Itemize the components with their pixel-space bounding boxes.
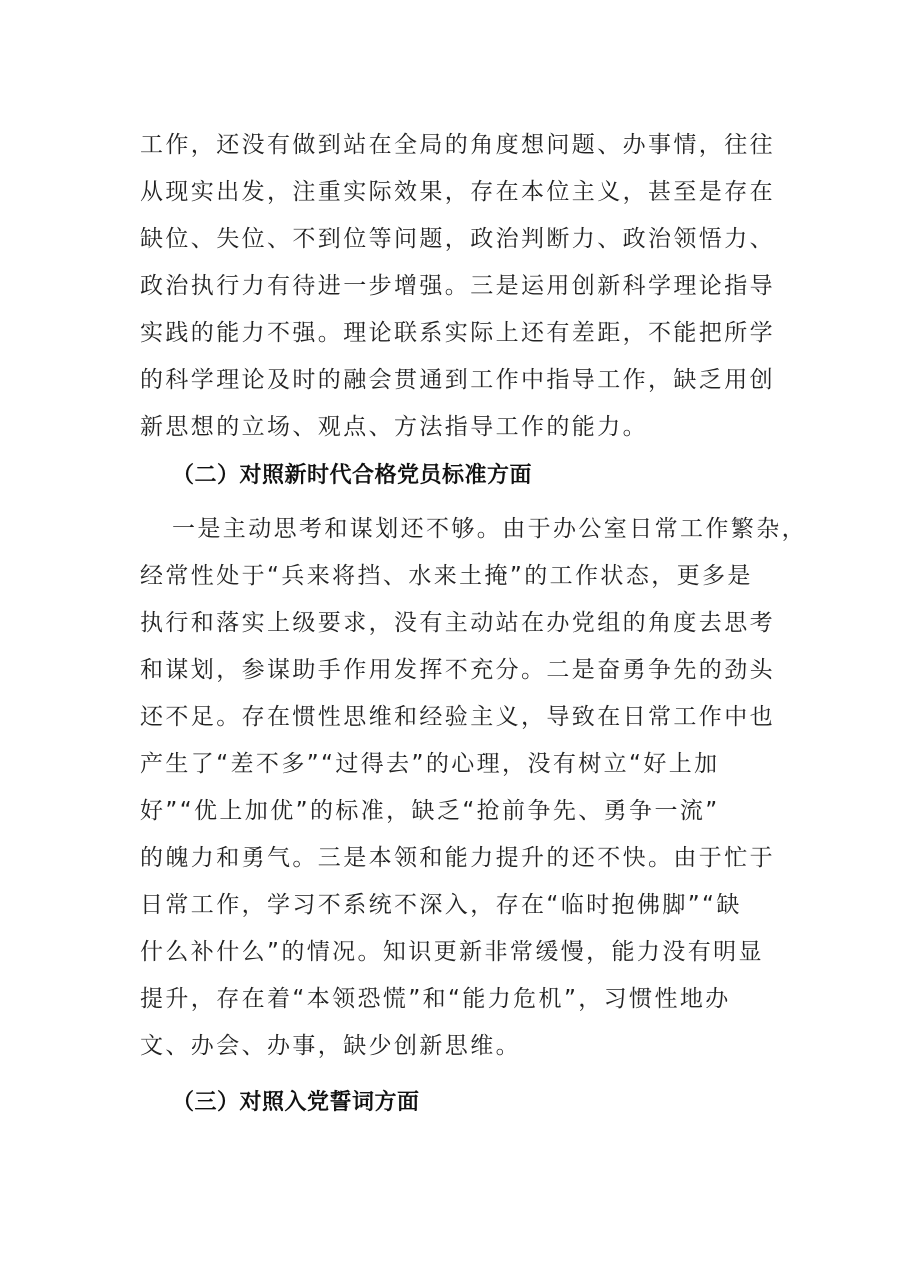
paragraph-line: 执行和落实上级要求，没有主动站在办党组的角度去思考 bbox=[140, 610, 775, 636]
paragraph-line: 日常工作，学习不系统不深入，存在“临时抱佛脚”“缺 bbox=[140, 892, 742, 918]
paragraph-line: 和谋划，参谋助手作用发挥不充分。二是奋勇争先的劲头 bbox=[140, 657, 775, 683]
paragraph-line: 工作，还没有做到站在全局的角度想问题、办事情，往往 bbox=[140, 132, 775, 158]
paragraph-line: 新思想的立场、观点、方法指导工作的能力。 bbox=[140, 414, 648, 440]
paragraph-line: 缺位、失位、不到位等问题，政治判断力、政治领悟力、 bbox=[140, 226, 775, 252]
paragraph-line: 经常性处于“兵来将挡、水来土掩”的工作状态，更多是 bbox=[140, 563, 753, 589]
section-heading: （三）对照入党誓词方面 bbox=[172, 1090, 420, 1115]
paragraph-line: 什么补什么”的情况。知识更新非常缓慢，能力没有明显 bbox=[140, 939, 764, 965]
paragraph-line: 政治执行力有待进一步增强。三是运用创新科学理论指导 bbox=[140, 273, 775, 299]
paragraph-line: 产生了“差不多”“过得去”的心理，没有树立“好上加 bbox=[140, 751, 720, 777]
paragraph-line: 提升，存在着“本领恐慌”和“能力危机”，习惯性地办 bbox=[140, 986, 731, 1012]
section-heading: （二）对照新时代合格党员标准方面 bbox=[172, 463, 533, 488]
paragraph-line: 一是主动思考和谋划还不够。由于办公室日常工作繁杂， bbox=[172, 516, 807, 542]
paragraph-line: 的科学理论及时的融会贯通到工作中指导工作，缺乏用创 bbox=[140, 367, 775, 393]
paragraph-line: 文、办会、办事，缺少创新思维。 bbox=[140, 1033, 521, 1059]
paragraph-line: 从现实出发，注重实际效果，存在本位主义，甚至是存在 bbox=[140, 179, 775, 205]
paragraph-line: 好”“优上加优”的标准，缺乏“抢前争先、勇争一流” bbox=[140, 798, 720, 824]
paragraph-line: 还不足。存在惯性思维和经验主义，导致在日常工作中也 bbox=[140, 704, 775, 730]
paragraph-line: 实践的能力不强。理论联系实际上还有差距，不能把所学 bbox=[140, 320, 775, 346]
paragraph-line: 的魄力和勇气。三是本领和能力提升的还不快。由于忙于 bbox=[140, 845, 775, 871]
